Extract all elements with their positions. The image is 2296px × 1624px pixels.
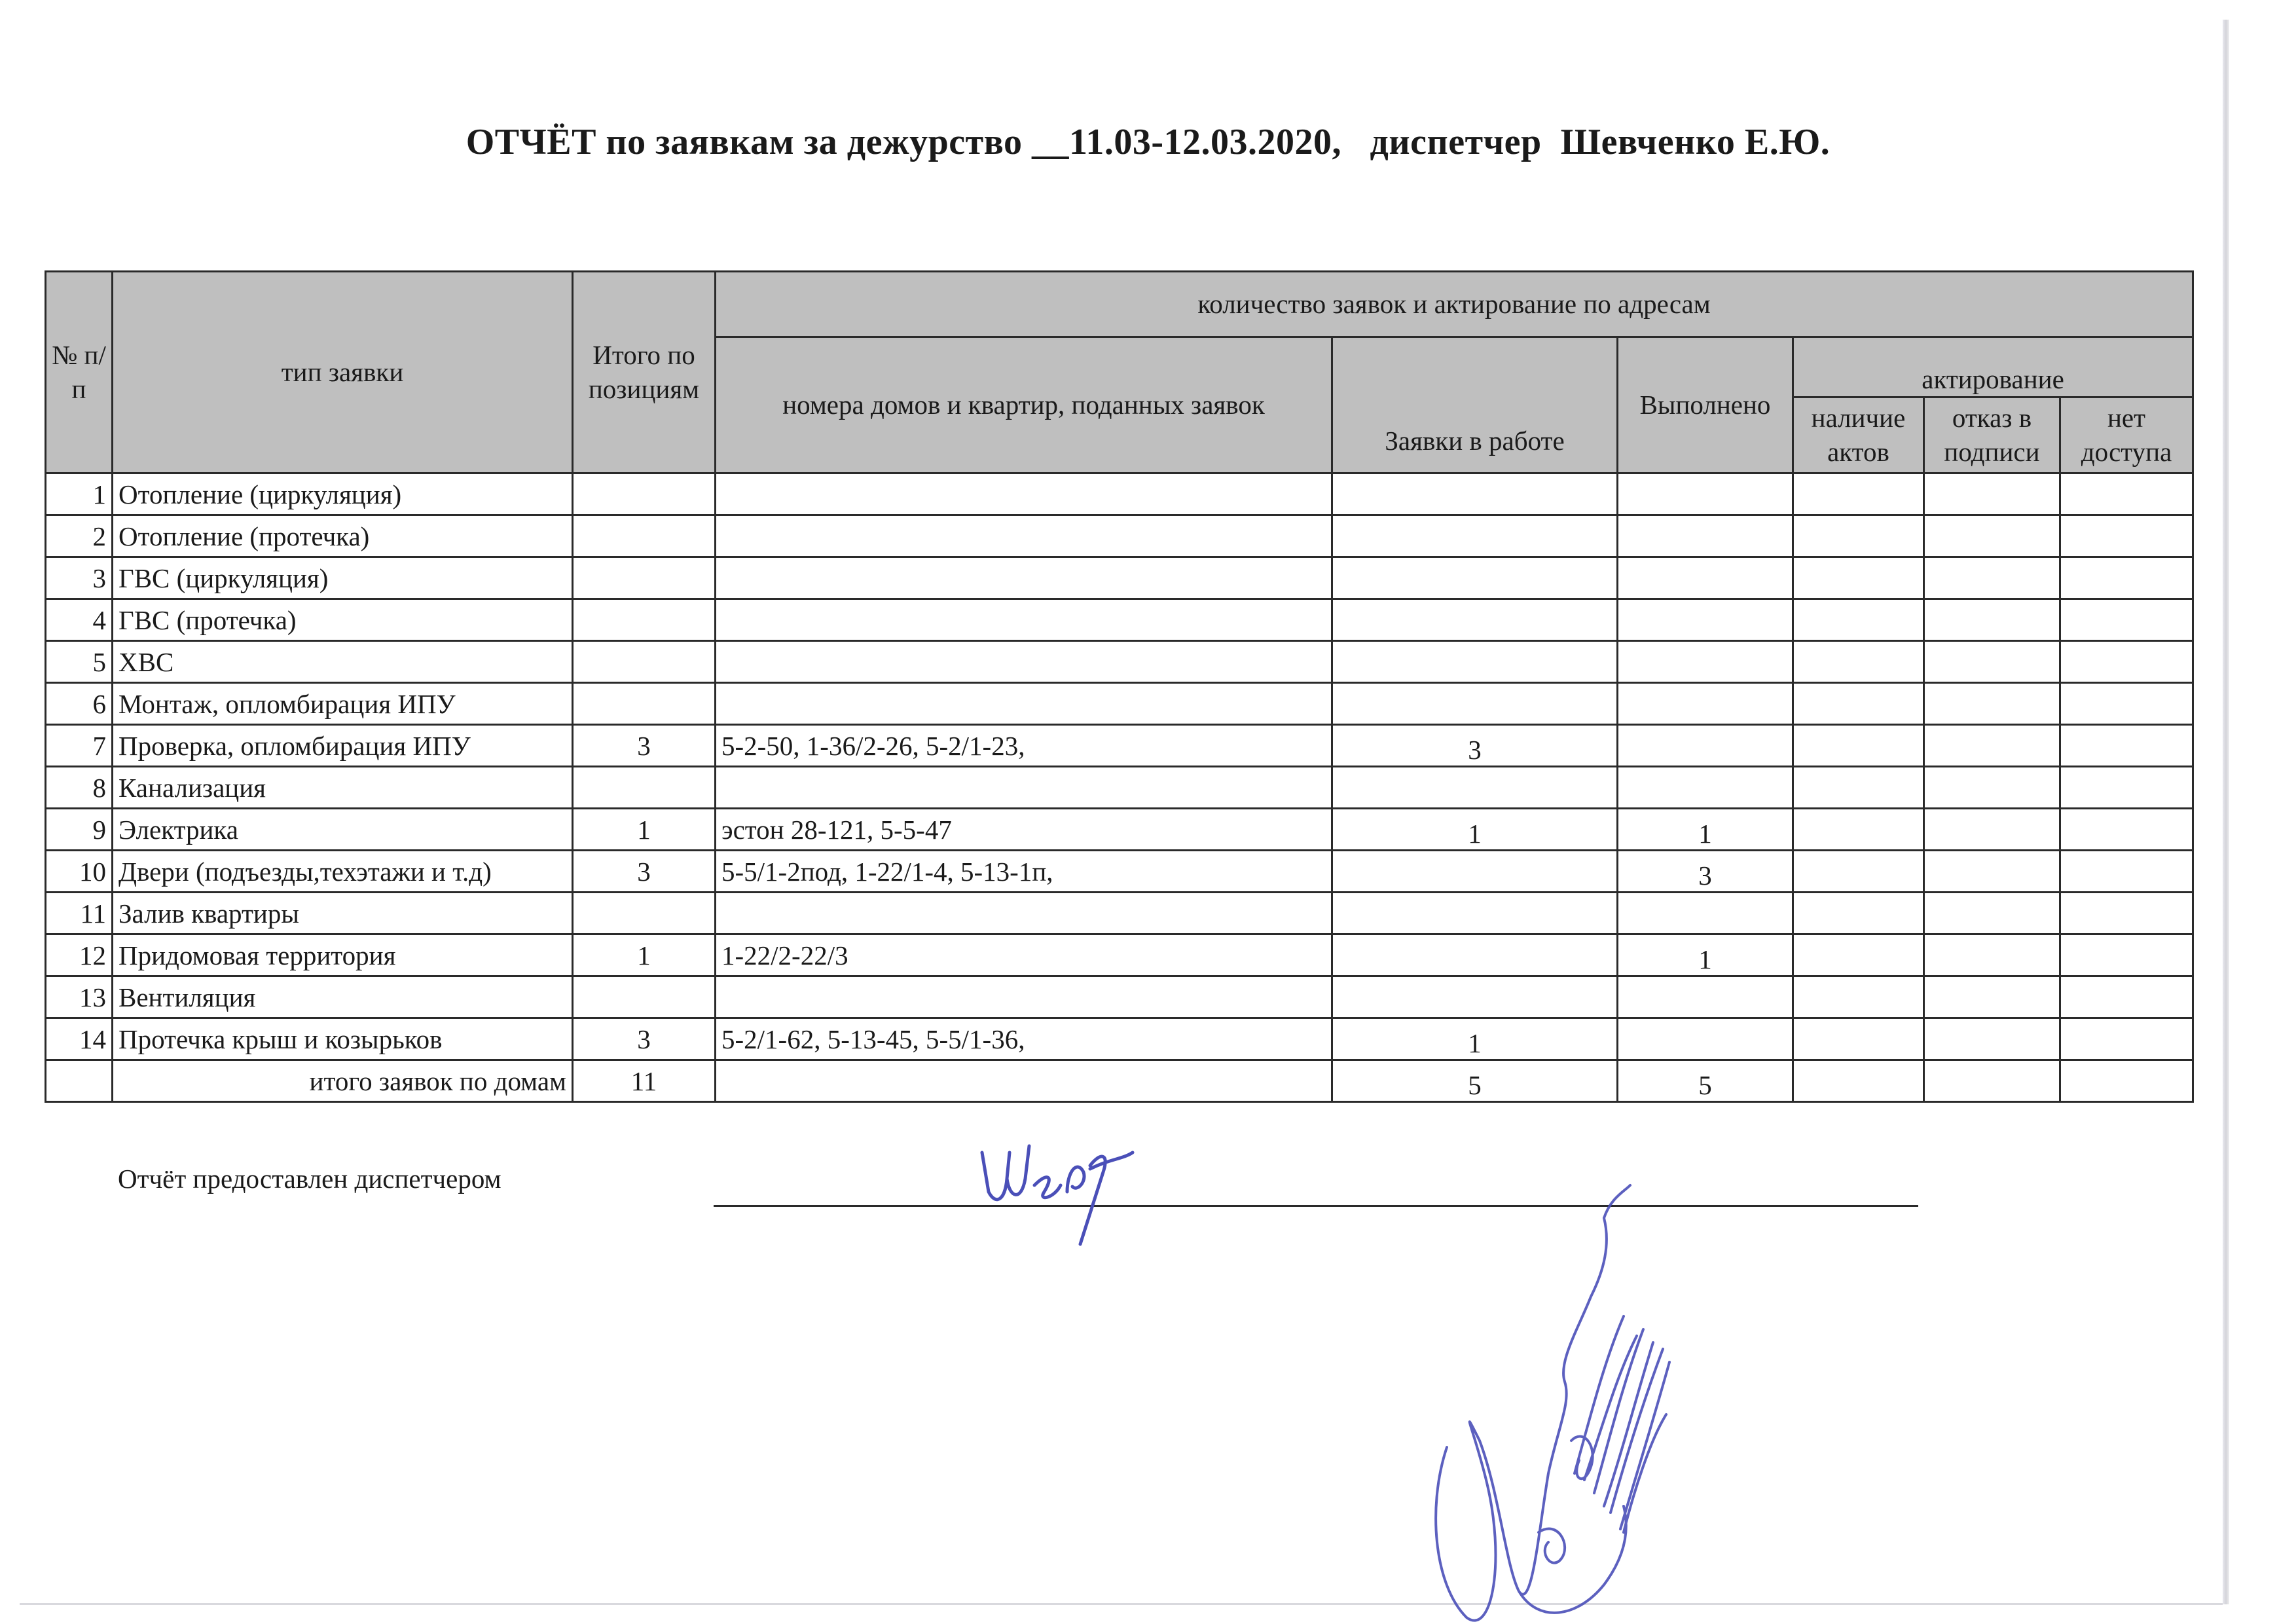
cell-acts-present xyxy=(1793,725,1924,767)
cell-num: 3 xyxy=(46,557,113,599)
cell-type: Электрика xyxy=(113,809,573,851)
header-total: Итого по позициям xyxy=(573,272,716,473)
cell-acts-present xyxy=(1793,809,1924,851)
cell-acts-no-access xyxy=(2060,599,2193,641)
cell-type: Монтаж, опломбирация ИПУ xyxy=(113,683,573,725)
cell-in-work xyxy=(1332,683,1618,725)
cell-in-work xyxy=(1332,767,1618,809)
cell-total xyxy=(573,473,716,515)
cell-acts-no-access xyxy=(2060,725,2193,767)
cell-acts-no-access xyxy=(2060,515,2193,557)
cell-num: 12 xyxy=(46,934,113,976)
cell-acts-present xyxy=(1793,893,1924,934)
cell-total: 3 xyxy=(573,1018,716,1060)
cell-acts-refused xyxy=(1924,557,2060,599)
cell-addresses xyxy=(716,515,1332,557)
cell-in-work xyxy=(1332,473,1618,515)
cell-num: 2 xyxy=(46,515,113,557)
cell-acts-no-access xyxy=(2060,809,2193,851)
total-cell-in-work: 5 xyxy=(1332,1060,1618,1102)
table-row xyxy=(46,599,2193,641)
cell-total: 1 xyxy=(573,809,716,851)
report-title xyxy=(0,121,2296,163)
cell-total xyxy=(573,683,716,725)
cell-total xyxy=(573,767,716,809)
dispatcher-signature xyxy=(969,1113,1139,1257)
cell-type: Протечка крыш и козырьков xyxy=(113,1018,573,1060)
table-row xyxy=(46,515,2193,557)
cell-done xyxy=(1618,1018,1793,1060)
cell-type: Залив квартиры xyxy=(113,893,573,934)
cell-type: Канализация xyxy=(113,767,573,809)
header-addresses: номера домов и квартир, поданных заявок xyxy=(716,337,1332,473)
cell-done xyxy=(1618,767,1793,809)
signature-line xyxy=(714,1205,1918,1207)
cell-acts-refused xyxy=(1924,767,2060,809)
cell-acts-refused xyxy=(1924,976,2060,1018)
cell-type: Двери (подъезды,техэтажи и т.д) xyxy=(113,851,573,893)
total-label: итого заявок по домам xyxy=(113,1060,573,1102)
header-done: Выполнено xyxy=(1618,337,1793,473)
cell-done: 3 xyxy=(1618,851,1793,893)
cell-total xyxy=(573,893,716,934)
cell-num: 13 xyxy=(46,976,113,1018)
cell-acts-refused xyxy=(1924,599,2060,641)
cell-done xyxy=(1618,893,1793,934)
table-row xyxy=(46,683,2193,725)
cell-num: 8 xyxy=(46,767,113,809)
cell-total: 3 xyxy=(573,725,716,767)
cell-addresses xyxy=(716,767,1332,809)
cell-addresses: эстон 28-121, 5-5-47 xyxy=(716,809,1332,851)
cell-acts-no-access xyxy=(2060,976,2193,1018)
report-title-dispatcher: диспетчер Шевченко Е.Ю. xyxy=(1370,122,1831,162)
cell-type: ГВС (циркуляция) xyxy=(113,557,573,599)
cell-addresses xyxy=(716,893,1332,934)
cell-acts-refused xyxy=(1924,809,2060,851)
cell-done xyxy=(1618,473,1793,515)
cell-acts-refused xyxy=(1924,851,2060,893)
cell-in-work xyxy=(1332,515,1618,557)
cell-acts-no-access xyxy=(2060,683,2193,725)
cell-type: Отопление (протечка) xyxy=(113,515,573,557)
header-type: тип заявки xyxy=(113,272,573,473)
cell-acts-present xyxy=(1793,851,1924,893)
total-cell-acts-no-access xyxy=(2060,1060,2193,1102)
cell-acts-no-access xyxy=(2060,641,2193,683)
header-acts-refused: отказ в подписи xyxy=(1924,397,2060,473)
table-row xyxy=(46,893,2193,934)
cell-in-work xyxy=(1332,934,1618,976)
cell-acts-present xyxy=(1793,599,1924,641)
cell-done xyxy=(1618,599,1793,641)
cell-type: Проверка, опломбирация ИПУ xyxy=(113,725,573,767)
table-row xyxy=(46,557,2193,599)
cell-total xyxy=(573,976,716,1018)
report-table-body xyxy=(46,473,2193,1102)
cell-done xyxy=(1618,725,1793,767)
header-acts-no-access: нет доступа xyxy=(2060,397,2193,473)
cell-done xyxy=(1618,515,1793,557)
cell-total xyxy=(573,557,716,599)
cell-acts-refused xyxy=(1924,1018,2060,1060)
cell-acts-refused xyxy=(1924,683,2060,725)
total-cell-total: 11 xyxy=(573,1060,716,1102)
cell-acts-refused xyxy=(1924,725,2060,767)
cell-addresses: 5-2-50, 1-36/2-26, 5-2/1-23, xyxy=(716,725,1332,767)
cell-num: 10 xyxy=(46,851,113,893)
cell-total: 1 xyxy=(573,934,716,976)
cell-num: 1 xyxy=(46,473,113,515)
cell-addresses xyxy=(716,557,1332,599)
table-row xyxy=(46,809,2193,851)
table-row xyxy=(46,473,2193,515)
table-row xyxy=(46,934,2193,976)
cell-num: 11 xyxy=(46,893,113,934)
cell-in-work xyxy=(1332,599,1618,641)
page-edge xyxy=(2223,20,2229,1604)
cell-type: ХВС xyxy=(113,641,573,683)
report-table-header xyxy=(46,272,2193,473)
cell-type: Придомовая территория xyxy=(113,934,573,976)
table-row xyxy=(46,767,2193,809)
cell-acts-no-access xyxy=(2060,851,2193,893)
cell-acts-no-access xyxy=(2060,557,2193,599)
header-in-work: Заявки в работе xyxy=(1332,337,1618,473)
cell-in-work xyxy=(1332,641,1618,683)
cell-addresses xyxy=(716,599,1332,641)
cell-done xyxy=(1618,683,1793,725)
cell-num: 5 xyxy=(46,641,113,683)
cell-acts-refused xyxy=(1924,641,2060,683)
cell-acts-no-access xyxy=(2060,473,2193,515)
header-acts-present: наличие актов xyxy=(1793,397,1924,473)
cell-done xyxy=(1618,641,1793,683)
table-row xyxy=(46,725,2193,767)
table-row xyxy=(46,976,2193,1018)
table-row xyxy=(46,1018,2193,1060)
cell-acts-present xyxy=(1793,473,1924,515)
cell-acts-no-access xyxy=(2060,934,2193,976)
cell-done xyxy=(1618,976,1793,1018)
cell-acts-present xyxy=(1793,1018,1924,1060)
cell-addresses: 5-5/1-2под, 1-22/1-4, 5-13-1п, xyxy=(716,851,1332,893)
total-cell-done: 5 xyxy=(1618,1060,1793,1102)
cell-type: ГВС (протечка) xyxy=(113,599,573,641)
report-title-prefix: ОТЧЁТ по заявкам за дежурство __11.03-12.03.2020, xyxy=(465,122,1342,162)
cell-acts-present xyxy=(1793,767,1924,809)
cell-in-work xyxy=(1332,851,1618,893)
report-table xyxy=(45,270,2194,1103)
totals-row xyxy=(46,1060,2193,1102)
cell-num: 7 xyxy=(46,725,113,767)
cell-acts-present xyxy=(1793,934,1924,976)
cell-addresses: 5-2/1-62, 5-13-45, 5-5/1-36, xyxy=(716,1018,1332,1060)
header-group: количество заявок и актирование по адресам xyxy=(716,272,2193,337)
cell-in-work: 1 xyxy=(1332,809,1618,851)
header-num: № п/п xyxy=(46,272,113,473)
cell-num: 9 xyxy=(46,809,113,851)
cell-done xyxy=(1618,557,1793,599)
page-bottom-edge xyxy=(20,1603,2223,1605)
cell-acts-refused xyxy=(1924,515,2060,557)
total-cell-addresses xyxy=(716,1060,1332,1102)
cell-acts-present xyxy=(1793,641,1924,683)
cell-acts-refused xyxy=(1924,934,2060,976)
cell-done: 1 xyxy=(1618,934,1793,976)
cell-acts-present xyxy=(1793,557,1924,599)
cell-addresses xyxy=(716,473,1332,515)
footer-label: Отчёт предоставлен диспетчером xyxy=(118,1164,501,1194)
total-cell-acts-present xyxy=(1793,1060,1924,1102)
cell-total xyxy=(573,515,716,557)
cell-acts-present xyxy=(1793,515,1924,557)
cell-acts-refused xyxy=(1924,893,2060,934)
cell-in-work xyxy=(1332,893,1618,934)
cell-acts-no-access xyxy=(2060,893,2193,934)
cell-in-work xyxy=(1332,557,1618,599)
cell-done: 1 xyxy=(1618,809,1793,851)
cell-addresses xyxy=(716,683,1332,725)
cell-acts-no-access xyxy=(2060,1018,2193,1060)
table-row xyxy=(46,851,2193,893)
cell-addresses: 1-22/2-22/3 xyxy=(716,934,1332,976)
cell-num: 14 xyxy=(46,1018,113,1060)
header-acts-group: актирование xyxy=(1793,337,2193,397)
cell-acts-refused xyxy=(1924,473,2060,515)
cell-in-work: 1 xyxy=(1332,1018,1618,1060)
table-row xyxy=(46,641,2193,683)
cell-acts-present xyxy=(1793,976,1924,1018)
stamp-signature xyxy=(1408,1166,1683,1624)
total-cell-acts-refused xyxy=(1924,1060,2060,1102)
cell-total: 3 xyxy=(573,851,716,893)
cell-total xyxy=(573,599,716,641)
cell-type: Отопление (циркуляция) xyxy=(113,473,573,515)
cell-type: Вентиляция xyxy=(113,976,573,1018)
cell-num: 4 xyxy=(46,599,113,641)
cell-addresses xyxy=(716,976,1332,1018)
cell-acts-no-access xyxy=(2060,767,2193,809)
cell-acts-present xyxy=(1793,683,1924,725)
cell-in-work: 3 xyxy=(1332,725,1618,767)
cell-in-work xyxy=(1332,976,1618,1018)
total-cell-num xyxy=(46,1060,113,1102)
cell-total xyxy=(573,641,716,683)
cell-addresses xyxy=(716,641,1332,683)
cell-num: 6 xyxy=(46,683,113,725)
